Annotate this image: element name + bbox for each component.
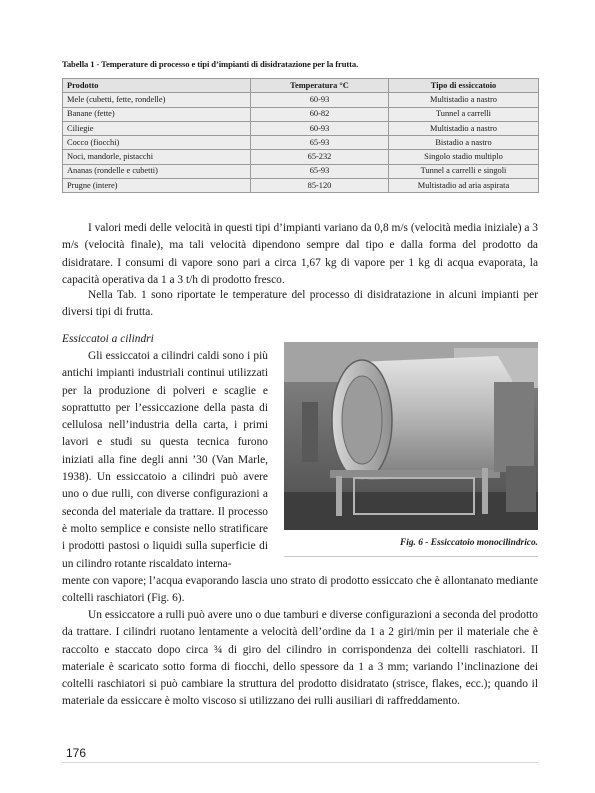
table-row [63,179,539,193]
figure-caption: Fig. 6 - Essiccatoio monocilindrico. [399,538,538,548]
cell-temperature: 65-232 [251,150,389,164]
paragraph-cylinder-dryers-continued: mente con vapore; l’acqua evaporando lascia uno strato di prodotto essiccato che è allontanato mediante coltelli raschiatori (Fig. 6). [62,575,538,605]
cell-product: Cocco (fiocchi) [63,136,251,150]
cell-product: Ananas (rondelle e cubetti) [63,164,251,178]
cell-product: Ciliegie [63,121,251,135]
table-row [63,121,539,135]
column-header-temperature: Temperatura °C [251,79,389,93]
paragraph-velocity: I valori medi delle velocità in questi tipi d’impianti variano da 0,8 m/s (velocità media iniziale) a 3 m/s (velocità finale), ma tali velocità dipendono sempre dal tipo e dalla forma del prodotto da disidratare. I consumi di vapore sono pari a circa 1,67 kg di vapore per 1 kg di acqua evaporata, la capacità operativa da 1 a 3 t/h di prodotto fresco. [62,222,538,286]
table-row [63,150,539,164]
cell-dryer-type: Multistadio ad aria aspirata [389,179,539,193]
cell-product: Prugne (intere) [63,179,251,193]
cell-dryer-type: Bistadio a nastro [389,136,539,150]
cell-temperature: 85-120 [251,179,389,193]
cell-temperature: 60-82 [251,107,389,121]
cell-temperature: 60-93 [251,93,389,107]
table-row [63,93,539,107]
table-row [63,136,539,150]
cell-dryer-type: Multistadio a nastro [389,93,539,107]
paragraph-drum-dryers: Un essiccatore a rulli può avere uno o due tamburi e diverse configurazioni a seconda del prodotto da trattare. I cilindri ruotano lentamente a velocità dell’ordine da 1 a 2 giri/min per il materiale che è raccolto e staccato dopo circa ¾ di giro del cilindro in corrispondenza dei coltelli raschiatori. Il materiale è scaricato sotto forma di fiocchi, dello spessore da 1 a 3 mm; variando l’inclinazione dei coltelli raschiatori si può cambiare la struttura del prodotto disidratato (strisce, flakes, ecc.); quando il materiale da essiccare è molto viscoso si utilizzano dei rulli ausiliari di raffreddamento. [62,609,538,708]
process-temperature-table [62,78,539,193]
cell-dryer-type: Multistadio a nastro [389,121,539,135]
section-heading: Essiccatoi a cilindri [62,333,154,345]
table-header-row [63,79,539,93]
cell-temperature: 65-93 [251,136,389,150]
cell-dryer-type: Singolo stadio multiplo [389,150,539,164]
table-row [63,107,539,121]
drum-dryer-illustration [284,342,538,530]
cell-dryer-type: Tunnel a carrelli [389,107,539,121]
cell-dryer-type: Tunnel a carrelli e singoli [389,164,539,178]
paragraph-cylinder-dryers: Gli essiccatoi a cilindri caldi sono i più antichi impianti industriali continui utilizzati per la produzione di polveri e scaglie e soprattutto per l’essiccazione della pasta di cellulosa nell’industria della carta, i primi lavori e studi su questa tecnica furono iniziati alla fine degli anni ’30 (Van Marle, 1938). Un essiccatoio a cilindri può avere uno o due rulli, con diverse configurazioni a seconda del materiale da trattare. Il processo è molto semplice e consiste nello stratificare i prodotti pastosi o liquidi sulla superficie di un cilindro rotante riscaldato interna- [62,350,268,570]
column-header-dryer-type: Tipo di essiccatoio [389,79,539,93]
cell-temperature: 65-93 [251,164,389,178]
footer-divider [62,762,538,763]
figure-caption-divider [284,556,538,557]
cell-temperature: 60-93 [251,121,389,135]
figure-photo-single-drum-dryer [284,342,538,530]
cell-product: Mele (cubetti, fette, rondelle) [63,93,251,107]
table-row [63,164,539,178]
cell-product: Noci, mandorle, pistacchi [63,150,251,164]
table-caption: Tabella 1 - Temperature di processo e tipi d’impianti di disidratazione per la frutta. [62,59,359,69]
column-header-product: Prodotto [63,79,251,93]
cell-product: Banane (fette) [63,107,251,121]
paragraph-table-reference: Nella Tab. 1 sono riportate le temperature del processo di disidratazione in alcuni impianti per diversi tipi di frutta. [62,289,538,319]
page-number: 176 [66,746,87,760]
